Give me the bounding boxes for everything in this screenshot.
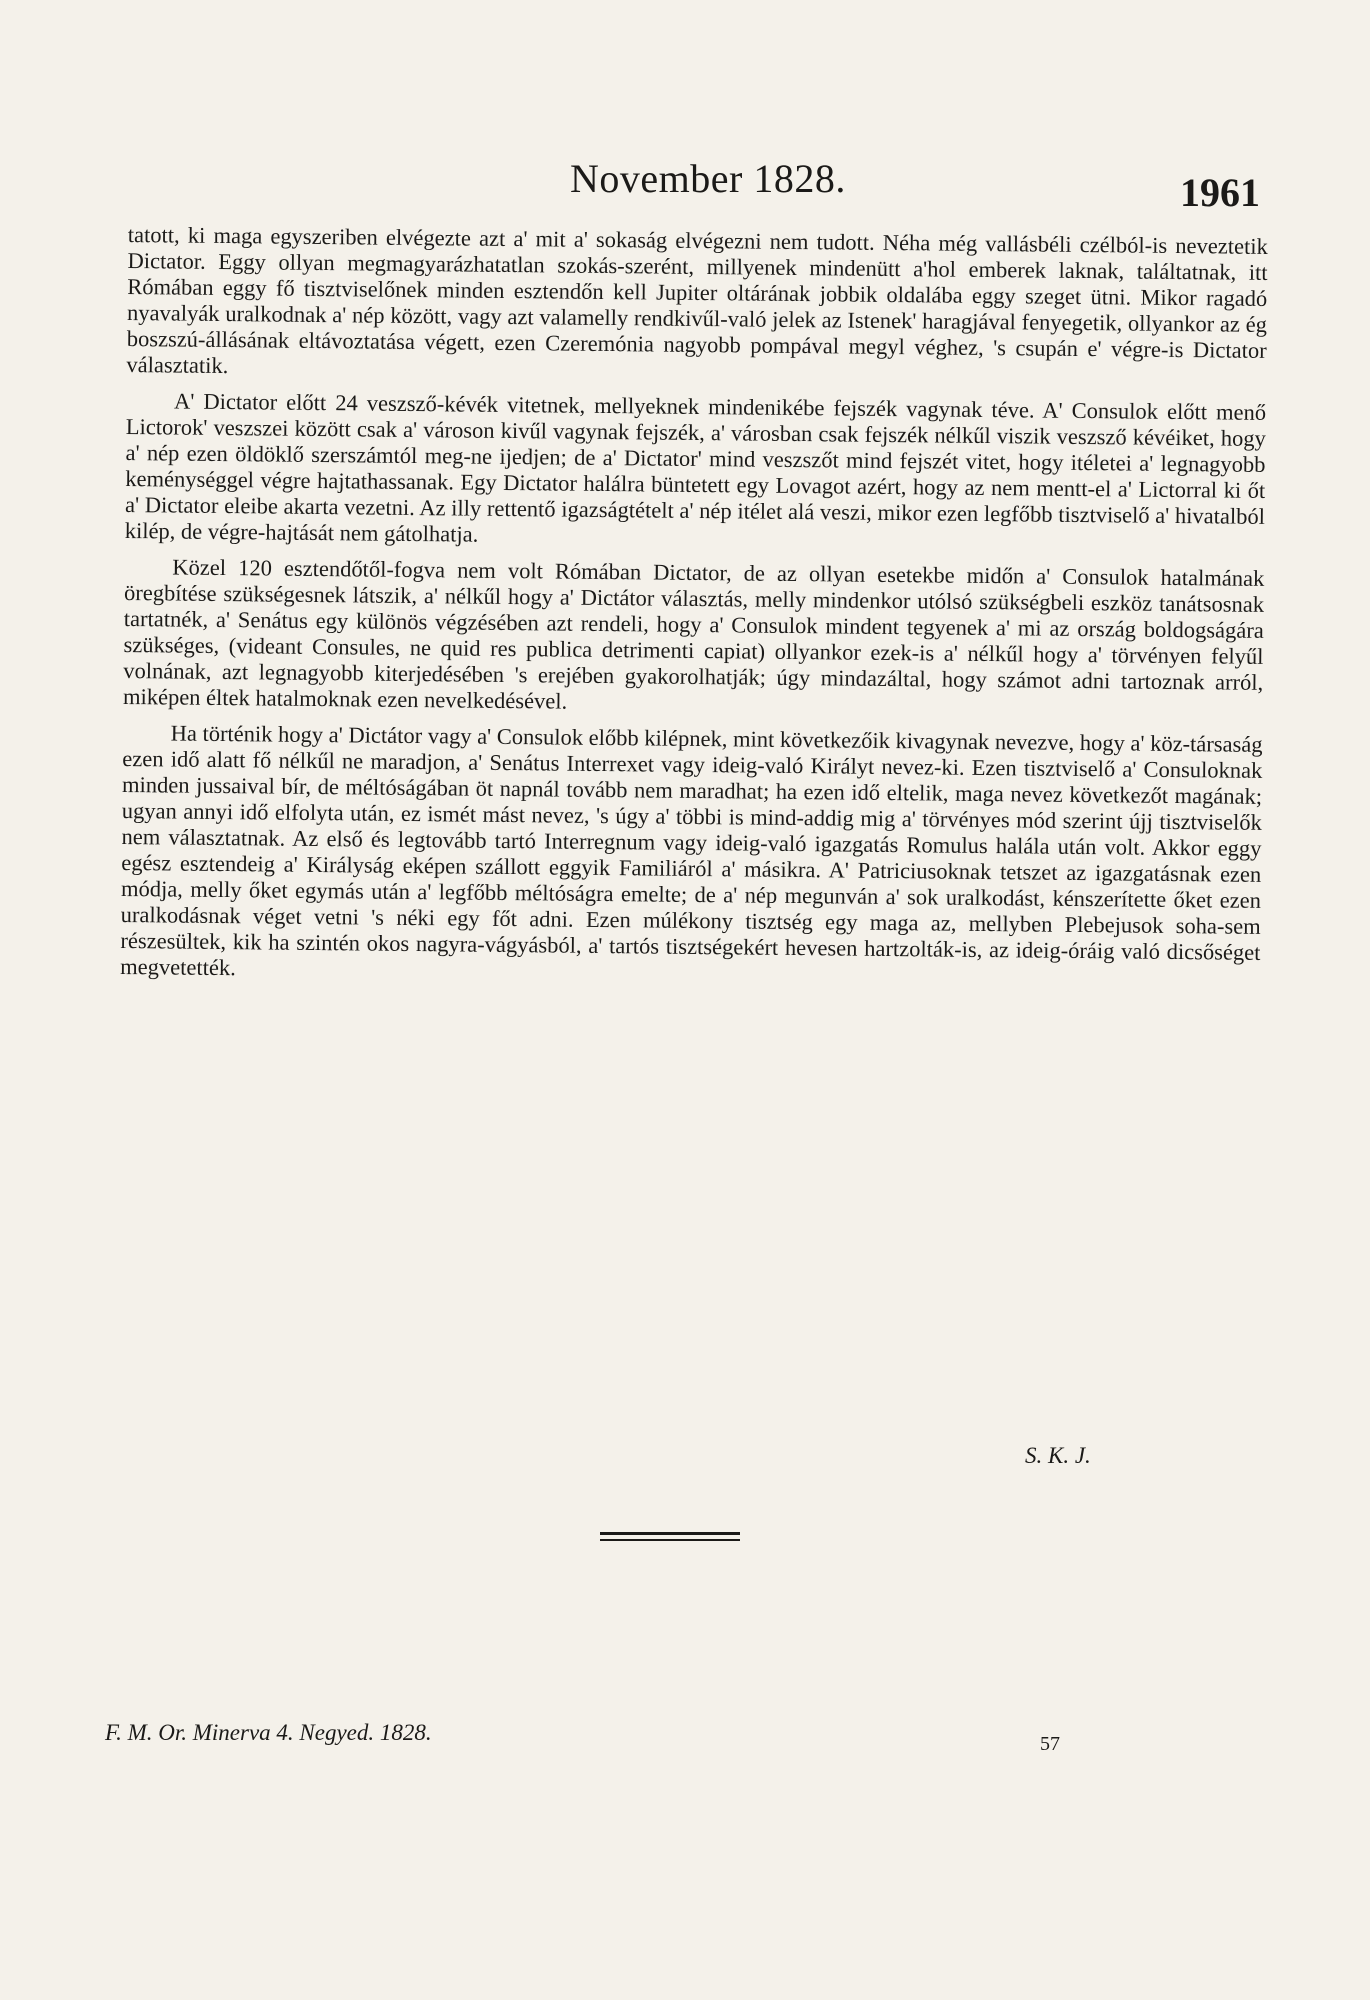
paragraph-1: tatott, ki maga egyszeriben elvégezte azt a' mit a' sokaság elvégezni nem tudott. Néha még vallásbéli czélból-is neveztetik Dictator. Eggy ollyan megmagyarázhatatlan szokás-szerént, millyenek mindenütt a'hol emberek laknak, találtatnak, itt Rómában eggy fő tisztviselőnek minden esztendőn kell Jupiter oltárának jobbik oldalába eggy szeget ütni. Mikor ragadó nyavalyák uralkodnak a' nép között, vagy azt valamelly rendkivűl-való jelek az Istenek' haragjával fenyegetik, ollyankor az ég boszszú-állásának eltávoztatása végett, ezen Czeremónia nagyobb pompával megyl véghez, 's csupán e' végre-is Dictator választatik. (126, 222, 1268, 379)
paragraph-4: Ha történik hogy a' Dictátor vagy a' Consulok előbb kilépnek, mint következőik kivagynak nevezve, hogy a' köz-társaság ezen idő alatt fő nélkűl ne maradjon, a' Senátus Interrexet vagy ideig-való Királyt nevez-ki. Ezen tisztviselő a' Consuloknak minden jussaival bír, de méltóságában öt napnál tovább nem maradhat; ha ezen idő eltelik, maga nevez következőt magának; ugyan annyi idő elfolyta után, ez ismét mást nevez, 's úgy a' többi is mind-addig mig a' törvényes mód szerint újj tisztviselők nem választatnak. Az első és legtovább tartó Interregnum vagy ideig-való igazgatás Romulus halála után volt. Akkor eggy egész esztendeig a' Királyság eképen szállott eggyik Familiáról a' másikra. A' Patriciusoknak tetszet az igazgatásnak ezen módja, melly őket egymás után a' legfőbb méltóságra emelte; de a' nép megunván a' sok uralkodást, kénszerítette őket ezen uralkodásnak véget vetni 's néki egy főt adni. Ezen múlékony tisztség egy maga az, mellyben Plebejusok soha-sem részesültek, kik ha szintén okos nagyra-vágyásból, a' tartós tisztségekért hevesen hartzolták-is, az ideig-óráig való dicsőséget megvetették. (120, 720, 1263, 981)
author-signature: S. K. J. (1025, 1443, 1091, 1468)
section-divider (600, 1532, 740, 1541)
paragraph-2: A' Dictator előtt 24 veszsző-kévék vitetnek, mellyeknek mindenikébe fejszék vagynak téve. A' Consulok előtt menő Lictorok' veszszei között csak a' városon kivűl vagynak fejszék, a' városban csak fejszék nélkűl viszik veszsző kévéiket, hogy a' nép ezen öldöklő szerszámtól meg-ne ijedjen; de a' Dictator' mind veszszőt mind fejszét vitet, hogy itéletei a' legnagyobb keménységgel végre hajtathassanak. Egy Dictator halálra büntetett egy Lovagot azért, hogy az nem mentt-el a' Lictorral ki őt a' Dictator eleibe akarta vezetni. Az illy rettentő igazságtételt a' nép itélet alá veszi, mikor ezen legfőbb tisztviselő a' hivatalból kilép, de végre-hajtását nem gátolhatja. (124, 388, 1267, 547)
footer-sheet-number: 57 (1040, 1733, 1060, 1755)
paragraph-3: Közel 120 esztendőtől-fogva nem volt Rómában Dictator, de az ollyan esetekbe midőn a' Consulok hatalmának öregbítése szükségesnek látszik, a' nélkűl hogy a' Dictátor választás, melly mindenkor utólsó szükségbeli eszköz tanátsosnak tartatnék, a' Senátus egy különös végzésében azt rendeli, hogy a' Consulok mindent tegyenek a' mi az ország boldogságára szükséges, (videant Consules, ne quid res publica detrimenti capiat) ollyankor ezek-is a' nélkűl hogy a' törvényen felyűl volnának, azt legnagyobb kiterjedésében 's erejében gyakorolhatják; úgy mindazáltal, hogy számot adni tartoznak arról, miképen éltek hatalmoknak ezen nevelkedésével. (122, 554, 1265, 714)
body-text (120, 222, 1268, 1002)
footer-signature-mark: F. M. Or. Minerva 4. Negyed. 1828. (105, 1720, 432, 1745)
page-number: 1961 (1180, 170, 1260, 215)
running-head: November 1828. (570, 156, 846, 201)
page-header (130, 155, 1260, 215)
